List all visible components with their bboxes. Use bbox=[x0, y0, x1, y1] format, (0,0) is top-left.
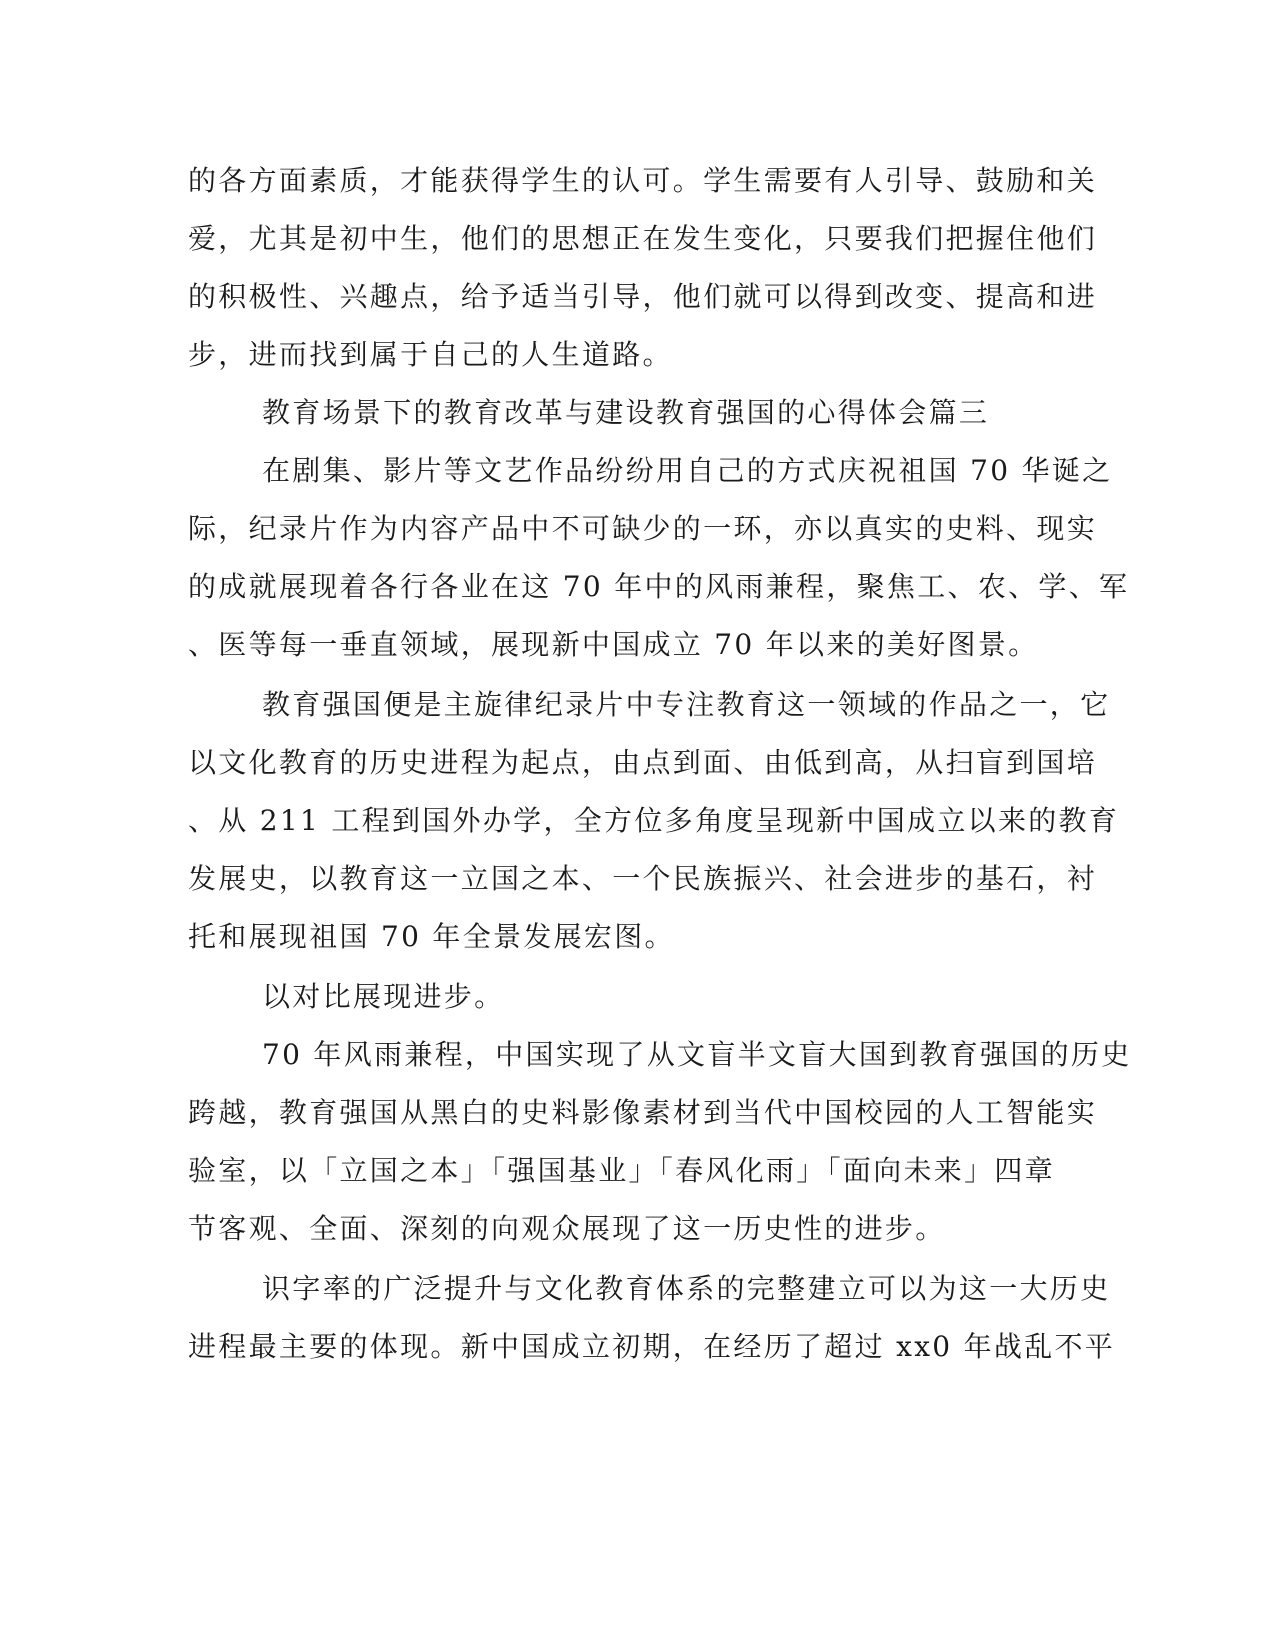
text-line: 托和展现祖国 70 年全景发展宏图。 bbox=[188, 920, 675, 953]
text-line: 以文化教育的历史进程为起点，由点到面、由低到高，从扫盲到国培 bbox=[188, 746, 1098, 779]
text-line: 教育强国便是主旋律纪录片中专注教育这一领域的作品之一，它 bbox=[262, 688, 1111, 721]
text-line: 发展史，以教育这一立国之本、一个民族振兴、社会进步的基石，衬 bbox=[188, 862, 1098, 895]
text-line: 的成就展现着各行各业在这 70 年中的风雨兼程，聚焦工、农、学、军 bbox=[188, 570, 1130, 603]
text-line: 节客观、全面、深刻的向观众展现了这一历史性的进步。 bbox=[188, 1212, 946, 1245]
text-line: 、从 211 工程到国外办学，全方位多角度呈现新中国成立以来的教育 bbox=[188, 804, 1120, 837]
text-line: 际，纪录片作为内容产品中不可缺少的一环，亦以真实的史料、现实 bbox=[188, 512, 1098, 545]
text-line: 识字率的广泛提升与文化教育体系的完整建立可以为这一大历史 bbox=[262, 1272, 1111, 1305]
text-line: 步，进而找到属于自己的人生道路。 bbox=[188, 338, 673, 371]
text-line: 、医等每一垂直领域，展现新中国成立 70 年以来的美好图景。 bbox=[188, 628, 1039, 661]
text-line: 进程最主要的体现。新中国成立初期，在经历了超过 xx0 年战乱不平 bbox=[188, 1330, 1116, 1363]
text-line: 爱，尤其是初中生，他们的思想正在发生变化，只要我们把握住他们 bbox=[188, 222, 1098, 255]
text-line: 70 年风雨兼程，中国实现了从文盲半文盲大国到教育强国的历史 bbox=[262, 1038, 1132, 1071]
text-line: 验室，以「立国之本」「强国基业」「春风化雨」「面向未来」四章 bbox=[188, 1154, 1056, 1187]
section-heading: 教育场景下的教育改革与建设教育强国的心得体会篇三 bbox=[262, 396, 990, 429]
text-line: 跨越，教育强国从黑白的史料影像素材到当代中国校园的人工智能实 bbox=[188, 1096, 1098, 1129]
text-line: 在剧集、影片等文艺作品纷纷用自己的方式庆祝祖国 70 华诞之 bbox=[262, 454, 1113, 487]
text-line: 以对比展现进步。 bbox=[262, 980, 505, 1013]
text-line: 的积极性、兴趣点，给予适当引导，他们就可以得到改变、提高和进 bbox=[188, 280, 1098, 313]
text-line: 的各方面素质，才能获得学生的认可。学生需要有人引导、鼓励和关 bbox=[188, 164, 1098, 197]
